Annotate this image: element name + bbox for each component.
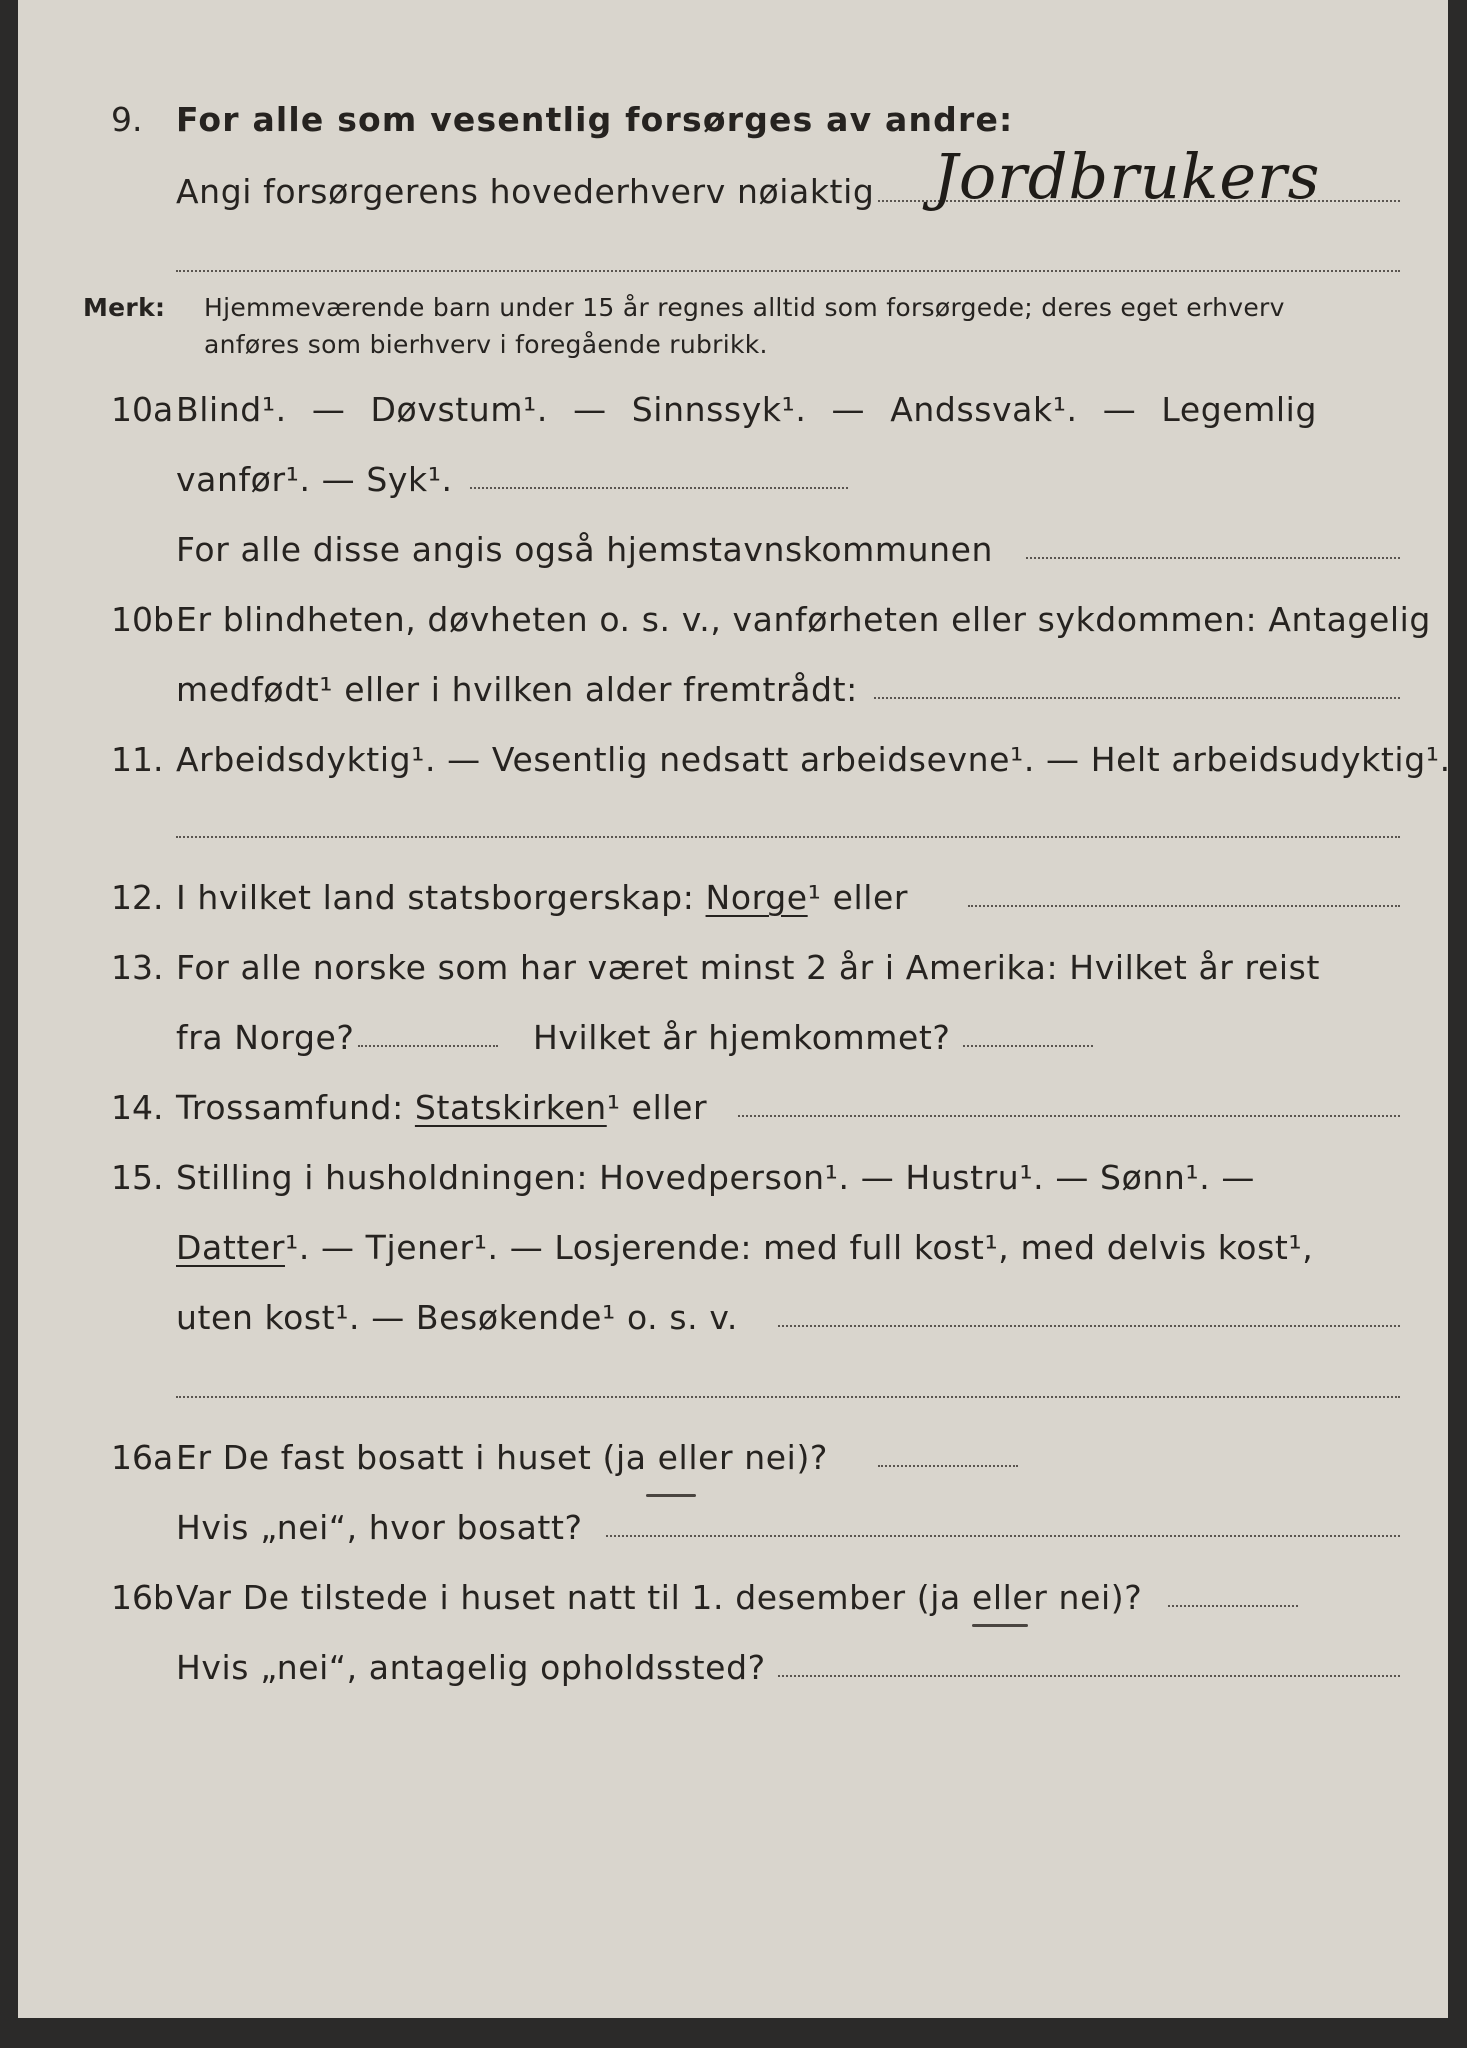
- q16b-location-line[interactable]: [778, 1675, 1400, 1677]
- q12-number: 12.: [111, 878, 164, 917]
- q9-second-line: [176, 270, 1400, 272]
- q15-line-3: uten kost¹. — Besøkende¹ o. s. v.: [176, 1298, 738, 1337]
- q16a-line-2: Hvis „nei“, hvor bosatt?: [176, 1508, 583, 1547]
- q16b-number: 16b: [111, 1578, 174, 1617]
- q11-number: 11.: [111, 740, 164, 779]
- q15-line-2-rest: ¹. — Tjener¹. — Losjerende: med full kost¹, med delvis kost¹,: [284, 1228, 1314, 1267]
- merk-line-1: Hjemmeværende barn under 15 år regnes alltid som forsørgede; deres eget erhverv: [204, 293, 1285, 322]
- q15-line-1: Stilling i husholdningen: Hovedperson¹. — Hustru¹. — Sønn¹. —: [176, 1158, 1255, 1197]
- q16b-line-1: Var De tilstede i huset natt til 1. desember (ja eller nei)?: [176, 1578, 1143, 1617]
- q15-extra-line[interactable]: [176, 1396, 1400, 1398]
- q15-answer-line[interactable]: [778, 1325, 1400, 1327]
- q14-answer-line[interactable]: [738, 1115, 1400, 1117]
- q9-number: 9.: [111, 100, 143, 139]
- q10b-number: 10b: [111, 600, 174, 639]
- q9-heading: For alle som vesentlig forsørges av andre:: [176, 100, 1014, 139]
- ja-underline-mark-16b: [972, 1624, 1028, 1627]
- q10b-line-1: Er blindheten, døvheten o. s. v., vanførheten eller sykdommen: Antagelig: [176, 600, 1431, 639]
- q14-choice-statskirken: Statskirken: [414, 1088, 607, 1127]
- q15-line-2: [176, 1228, 1313, 1267]
- q9-handwritten-answer: Jordbrukers: [933, 140, 1321, 213]
- q13-line-1: For alle norske som har været minst 2 år i Amerika: Hvilket år reist: [176, 948, 1320, 987]
- q14-suffix: ¹ eller: [606, 1088, 708, 1127]
- q13-return-year-line[interactable]: [963, 1045, 1093, 1047]
- q14-number: 14.: [111, 1088, 164, 1127]
- q15-number: 15.: [111, 1158, 164, 1197]
- merk-line-2: anføres som bierhverv i foregående rubrikk.: [204, 330, 768, 359]
- q12-choice-norge: Norge: [705, 878, 808, 917]
- q16b-answer-line[interactable]: [1168, 1605, 1298, 1607]
- q16a-number: 16a: [111, 1438, 174, 1477]
- q10b-answer-line[interactable]: [874, 697, 1400, 699]
- q14-text: [176, 1088, 707, 1127]
- q10a-line-2: vanfør¹. — Syk¹.: [176, 460, 453, 499]
- q10a-number: 10a: [111, 390, 174, 429]
- q10a-line-1: Blind¹. — Døvstum¹. — Sinnssyk¹. — Andssvak¹. — Legemlig: [176, 390, 1317, 429]
- q13-line-2b: Hvilket år hjemkommet?: [533, 1018, 951, 1057]
- q16a-line-1: Er De fast bosatt i huset (ja eller nei)?: [176, 1438, 829, 1477]
- q11-answer-line[interactable]: [176, 836, 1400, 838]
- q10b-line-2: medfødt¹ eller i hvilken alder fremtrådt:: [176, 670, 858, 709]
- q15-choice-datter: Datter: [176, 1228, 285, 1267]
- q10a-hometown-line[interactable]: [1026, 557, 1400, 559]
- census-form-page: [18, 0, 1451, 2018]
- q9-instruction: Angi forsørgerens hovederhverv nøiaktig: [176, 172, 875, 211]
- q10a-answer-line[interactable]: [470, 487, 848, 489]
- merk-label: Merk:: [83, 293, 166, 322]
- q11-line-1: Arbeidsdyktig¹. — Vesentlig nedsatt arbeidsevne¹. — Helt arbeidsudyktig¹.: [176, 740, 1451, 779]
- q12-prefix: I hvilket land statsborgerskap:: [176, 878, 706, 917]
- q16a-residence-line[interactable]: [606, 1535, 1400, 1537]
- q13-departure-year-line[interactable]: [358, 1045, 498, 1047]
- q13-number: 13.: [111, 948, 164, 987]
- q13-line-2a: fra Norge?: [176, 1018, 355, 1057]
- q12-suffix: ¹ eller: [807, 878, 909, 917]
- q16a-answer-line[interactable]: [878, 1465, 1018, 1467]
- q10a-line-3: For alle disse angis også hjemstavnskommunen: [176, 530, 994, 569]
- ja-underline-mark-16a: [646, 1494, 696, 1497]
- q16b-line-2: Hvis „nei“, antagelig opholdssted?: [176, 1648, 766, 1687]
- q14-prefix: Trossamfund:: [176, 1088, 415, 1127]
- q12-text: [176, 878, 908, 917]
- q12-answer-line[interactable]: [968, 905, 1400, 907]
